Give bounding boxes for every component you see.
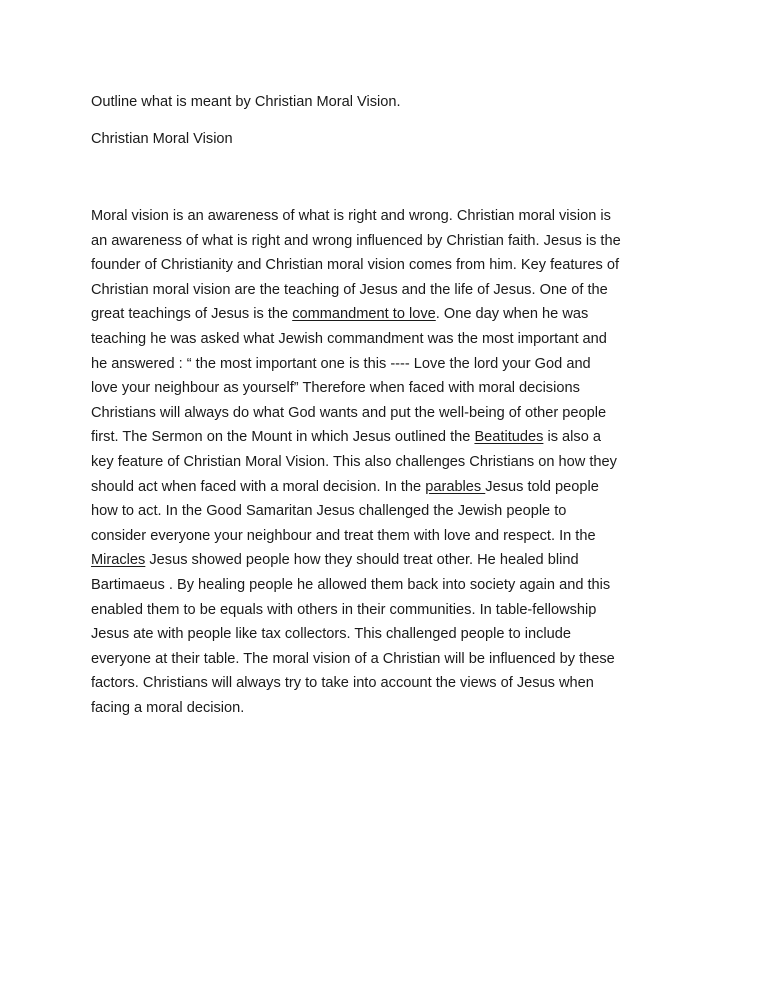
underlined-term: commandment to love bbox=[292, 306, 436, 323]
body-text: . One day when he was bbox=[435, 306, 589, 323]
underlined-term: Beatitudes bbox=[474, 429, 544, 446]
body-text: Moral vision is an awareness of what is right and wrong. Christian moral vision is bbox=[91, 208, 611, 224]
body-line bbox=[91, 204, 691, 229]
body-line bbox=[91, 401, 691, 426]
body-text: Christian moral vision are the teaching of Jesus and the life of Jesus. One of the bbox=[91, 281, 608, 298]
body-line bbox=[91, 622, 691, 647]
body-line bbox=[91, 647, 691, 672]
body-text: factors. Christians will always try to take into account the views of Jesus when bbox=[91, 675, 594, 692]
body-text: consider everyone your neighbour and treat them with love and respect. In the bbox=[91, 527, 596, 544]
body-text: key feature of Christian Moral Vision. This also challenges Christians on how they bbox=[91, 453, 617, 470]
body-text: great teachings of Jesus is the bbox=[91, 306, 293, 323]
body-text: teaching he was asked what Jewish commandment was the most important and bbox=[91, 330, 607, 347]
body-line bbox=[91, 475, 691, 500]
body-line bbox=[91, 302, 691, 327]
body-line bbox=[91, 352, 691, 377]
body-text: Jesus ate with people like tax collectors. This challenged people to include bbox=[91, 626, 571, 643]
body-line bbox=[91, 229, 691, 254]
body-text: founder of Christianity and Christian moral vision comes from him. Key features of bbox=[91, 257, 620, 274]
body-text: enabled them to be equals with others in their communities. In table-fellowship bbox=[91, 601, 597, 618]
body-line bbox=[91, 425, 691, 450]
body-text: Jesus showed people how they should treat other. He healed blind bbox=[145, 552, 579, 569]
body-line bbox=[91, 253, 691, 278]
body-line bbox=[91, 499, 691, 524]
body-text: how to act. In the Good Samaritan Jesus challenged the Jewish people to bbox=[91, 503, 567, 520]
body-line bbox=[91, 573, 691, 598]
underlined-term: parables bbox=[425, 478, 486, 495]
body-line bbox=[91, 327, 691, 352]
body-line bbox=[91, 696, 691, 721]
question-heading: Outline what is meant by Christian Moral Vision. bbox=[91, 94, 401, 110]
essay-body bbox=[91, 204, 691, 720]
body-text: should act when faced with a moral decision. In the bbox=[91, 478, 426, 495]
body-text: Jesus told people bbox=[485, 478, 599, 495]
body-text: is also a bbox=[543, 429, 601, 446]
body-text: Bartimaeus . By healing people he allowed them back into society again and this bbox=[91, 576, 611, 593]
body-line bbox=[91, 671, 691, 696]
page-title: Christian Moral Vision bbox=[91, 131, 233, 147]
body-text: facing a moral decision. bbox=[91, 699, 245, 716]
body-text: everyone at their table. The moral vision of a Christian will be influenced by these bbox=[91, 650, 615, 667]
body-text: he answered : “ the most important one is this ---- Love the lord your God and bbox=[91, 355, 591, 372]
body-line bbox=[91, 548, 691, 573]
underlined-term: Miracles bbox=[91, 552, 146, 569]
body-text: love your neighbour as yourself” Therefore when faced with moral decisions bbox=[91, 380, 580, 397]
body-line bbox=[91, 278, 691, 303]
body-line bbox=[91, 524, 691, 549]
body-text: first. The Sermon on the Mount in which Jesus outlined the bbox=[91, 429, 475, 446]
body-text: an awareness of what is right and wrong influenced by Christian faith. Jesus is the bbox=[91, 232, 621, 249]
body-line bbox=[91, 598, 691, 623]
body-line bbox=[91, 376, 691, 401]
body-line bbox=[91, 450, 691, 475]
body-text: Christians will always do what God wants and put the well-being of other people bbox=[91, 404, 607, 421]
